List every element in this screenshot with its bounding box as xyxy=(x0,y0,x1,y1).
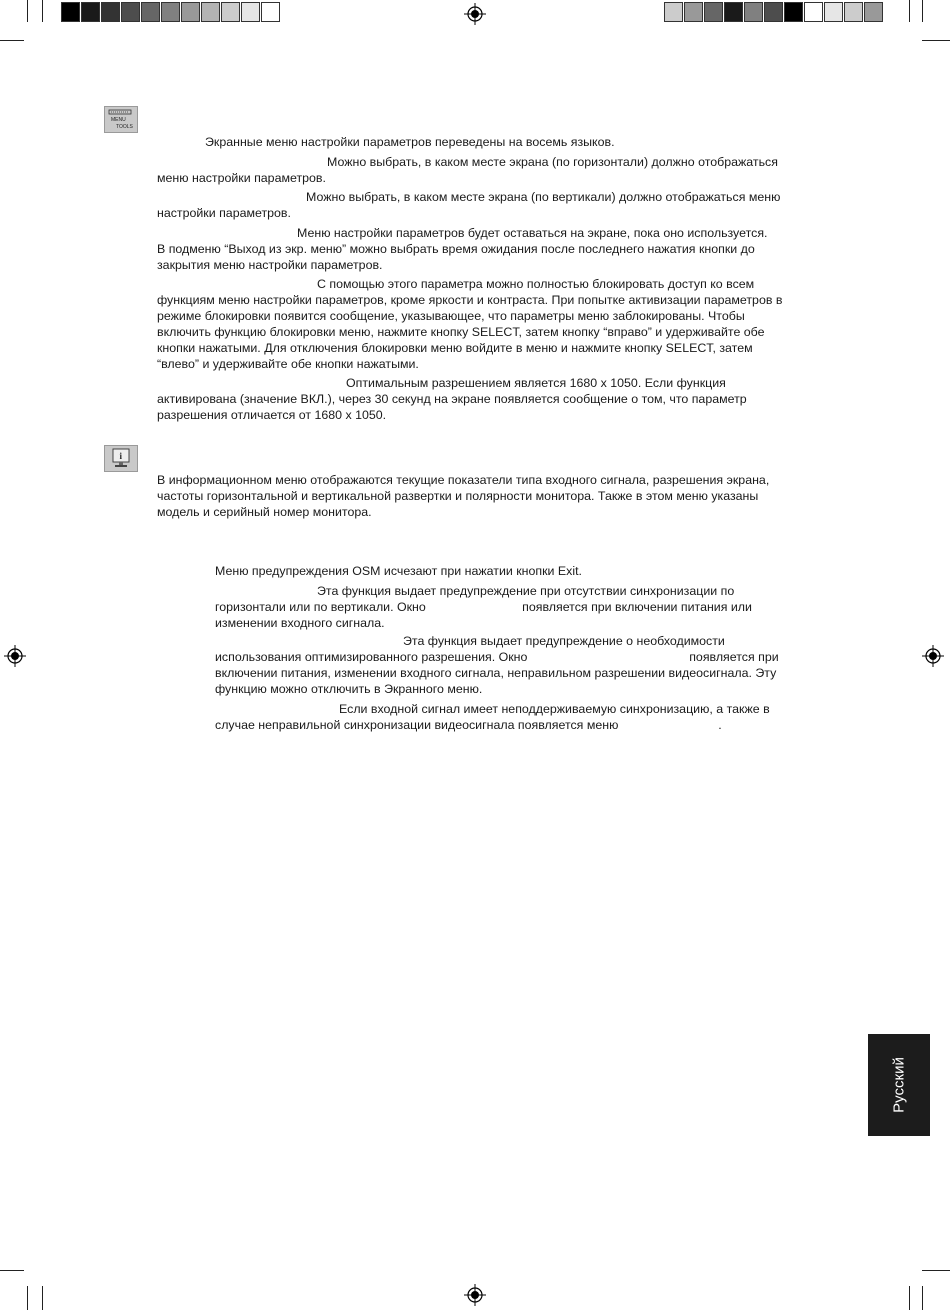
color-swatch xyxy=(764,2,783,22)
right-color-bar xyxy=(664,2,884,22)
tools-resolution-notifier-text xyxy=(157,375,747,423)
text-line: функциям меню настройки параметров, кроме яркости и контраста. При попытке активизации параметров в xyxy=(157,293,783,307)
tools-language-text xyxy=(205,134,615,150)
tools-osm-v-position-text xyxy=(157,189,780,221)
color-swatch xyxy=(261,2,280,22)
color-swatch xyxy=(241,2,260,22)
text-line: “влево” и удерживайте обе кнопки нажатыми. xyxy=(157,357,419,371)
color-swatch xyxy=(664,2,683,22)
text-line: Если входной сигнал имеет неподдерживаемую синхронизацию, а также в xyxy=(339,702,770,716)
color-swatch xyxy=(844,2,863,22)
text-line: разрешения отличается от 1680 x 1050. xyxy=(157,408,387,422)
text-line: В подменю “Выход из экр. меню” можно выбрать время ожидания после последнего нажатия кнопки до xyxy=(157,242,755,256)
text-line: Оптимальным разрешением является 1680 x 1050. Если функция xyxy=(346,376,726,390)
text-line: частоты горизонтальной и вертикальной развертки и полярности монитора. Также в этом меню указаны xyxy=(157,489,759,503)
monitor-icon xyxy=(105,446,137,471)
color-swatch xyxy=(704,2,723,22)
color-swatch xyxy=(784,2,803,22)
color-swatch xyxy=(201,2,220,22)
text-line: включить функцию блокировки меню, нажмите кнопку SELECT, затем кнопку “вправо” и удерживайте обе xyxy=(157,325,765,339)
text-line: Экранные меню настройки параметров переведены на восемь языков. xyxy=(205,135,615,149)
color-swatch xyxy=(121,2,140,22)
info-glyph: i xyxy=(119,451,123,461)
tools-icon-graphic xyxy=(105,107,137,132)
text-line: С помощью этого параметра можно полностью блокировать доступ ко всем xyxy=(317,277,755,291)
tools-osm-h-position-text xyxy=(157,154,778,186)
text-line: Меню настройки параметров будет оставаться на экране, пока оно используется. xyxy=(297,226,768,240)
color-swatch xyxy=(864,2,883,22)
text-line: В информационном меню отображаются текущие показатели типа входного сигнала, разрешения экрана, xyxy=(157,473,770,487)
left-color-bar xyxy=(61,2,281,22)
information-icon xyxy=(104,445,138,472)
language-side-tab xyxy=(868,1034,930,1136)
warnings-out-of-range-text xyxy=(215,701,770,733)
text-line: закрытия меню настройки параметров. xyxy=(157,258,383,272)
information-text xyxy=(157,472,769,520)
color-swatch xyxy=(141,2,160,22)
text-line: модель и серийный номер монитора. xyxy=(157,505,372,519)
warnings-no-signal-text xyxy=(215,583,752,631)
tools-icon-text-2: TOOLS xyxy=(116,124,133,130)
tools-osm-lock-out-text xyxy=(157,276,782,372)
registration-mark-icon xyxy=(464,1284,486,1306)
text-line: кнопки нажатыми. Для отключения блокировки меню войдите в меню и нажмите кнопку SELECT, затем xyxy=(157,341,753,355)
text-line: меню настройки параметров. xyxy=(157,171,326,185)
color-swatch xyxy=(61,2,80,22)
color-swatch xyxy=(181,2,200,22)
text-line: случае неправильной синхронизации видеосигнала появляется меню . xyxy=(215,718,722,732)
color-swatch xyxy=(804,2,823,22)
text-line: использования оптимизированного разрешения. Окно появляется при xyxy=(215,650,779,664)
tools-icon-text-1: MENU xyxy=(111,117,126,123)
color-swatch xyxy=(81,2,100,22)
warnings-intro-text xyxy=(215,563,582,579)
color-swatch xyxy=(221,2,240,22)
warnings-resolution-notifier-text xyxy=(215,633,779,697)
text-line: Эта функция выдает предупреждение о необходимости xyxy=(403,634,725,648)
text-line: включении питания, изменении входного сигнала, неправильном разрешении видеосигнала. Эту xyxy=(215,666,777,680)
text-line: горизонтали или по вертикали. Окно появляется при включении питания или xyxy=(215,600,752,614)
text-line: Эта функция выдает предупреждение при отсутствии синхронизации по xyxy=(317,584,735,598)
tools-osm-turn-off-text xyxy=(157,225,767,273)
color-swatch xyxy=(724,2,743,22)
tools-icon xyxy=(104,106,138,133)
text-line: настройки параметров. xyxy=(157,206,291,220)
text-line: Меню предупреждения OSM исчезают при нажатии кнопки Exit. xyxy=(215,564,582,578)
color-swatch xyxy=(684,2,703,22)
color-swatch xyxy=(744,2,763,22)
text-line: Можно выбрать, в каком месте экрана (по горизонтали) должно отображаться xyxy=(327,155,778,169)
registration-mark-icon xyxy=(4,645,26,667)
text-line: режиме блокировки появится сообщение, указывающее, что параметры меню заблокированы. Чтобы xyxy=(157,309,745,323)
registration-mark-icon xyxy=(922,645,944,667)
text-line: активирована (значение ВКЛ.), через 30 секунд на экране появляется сообщение о том, что параметр xyxy=(157,392,747,406)
language-tab-label: Русский xyxy=(890,1057,908,1113)
text-line: функцию можно отключить в Экранного меню. xyxy=(215,682,483,696)
color-swatch xyxy=(101,2,120,22)
color-swatch xyxy=(824,2,843,22)
color-swatch xyxy=(161,2,180,22)
text-line: Можно выбрать, в каком месте экрана (по вертикали) должно отображаться меню xyxy=(306,190,781,204)
text-line: изменении входного сигнала. xyxy=(215,616,385,630)
registration-mark-icon xyxy=(464,3,486,25)
